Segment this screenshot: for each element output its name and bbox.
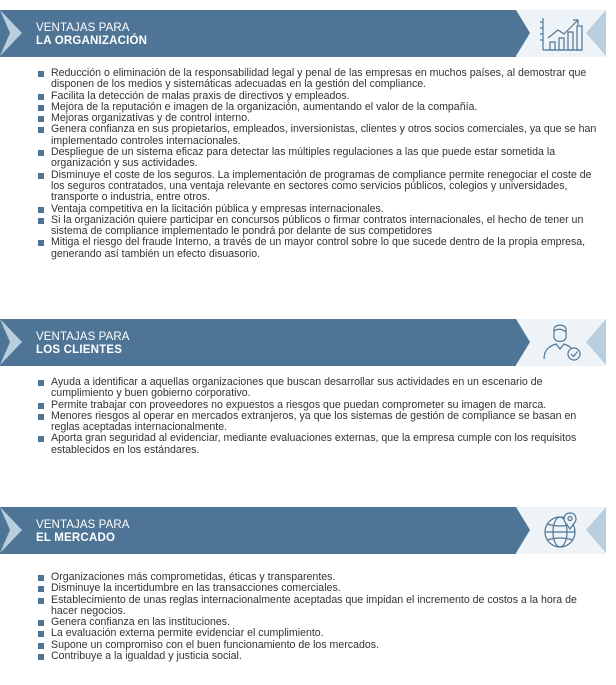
globe-pin-icon [540,510,586,550]
list-item: Organizaciones más comprometidas, éticas y transparentes. [38,572,606,583]
bullet-square-icon [38,403,44,409]
list-item: Despliegue de un sistema eficaz para detectar las múltiples regulaciones a las que puede estar sometida la organización y sus actividades. [38,147,606,170]
list-item: Permite trabajar con proveedores no expuestos a riesgos que puedan comprometer su imagen de marca. [38,400,606,411]
list-item: Disminuye el coste de los seguros. La implementación de programas de compliance permite renegociar el coste de los seguros contratados, una ventaja relevante en sectores como servicios públicos, colegios y universidades, transporte o industria, entre otros. [38,170,606,204]
benefit-list [38,572,606,662]
list-item: Genera confianza en las instituciones. [38,617,606,628]
section-banner [0,10,606,57]
list-item: Aporta gran seguridad al evidenciar, mediante evaluaciones externas, que la empresa cumple con los requisitos establecidos en los estándares. [38,433,606,456]
bullet-square-icon [38,414,44,420]
section-title [36,22,147,48]
section-title-line2: EL MERCADO [36,532,116,544]
list-item: Reducción o eliminación de la responsabilidad legal y penal de las empresas en muchos países, al demostrar que disponen de los medios y sistemáticas adecuadas en la gestión del compliance. [38,68,606,91]
benefit-list [38,377,606,456]
user-check-icon [540,323,586,361]
icon-box [516,10,606,57]
section-banner [0,507,606,554]
list-item: Genera confianza en sus propietarios, empleados, inversionistas, clientes y otros socios comerciales, ya que se han implementado controles internacionales. [38,124,606,147]
bullet-square-icon [38,575,44,581]
bullet-square-icon [38,598,44,604]
section-title-line1: VENTAJAS PARA [36,22,130,34]
list-item: Facilita la detección de malas praxis de directivos y empleados. [38,91,606,102]
icon-box [516,507,606,554]
benefit-list [38,68,606,260]
bullet-square-icon [38,127,44,133]
list-item: Ayuda a identificar a aquellas organizaciones que buscan desarrollar sus actividades en un escenario de cumplimiento y buen gobierno corporativo. [38,377,606,400]
bullet-square-icon [38,643,44,649]
bullet-square-icon [38,586,44,592]
bullet-square-icon [38,105,44,111]
bullet-square-icon [38,71,44,77]
bullet-square-icon [38,94,44,100]
bullet-square-icon [38,654,44,660]
list-item: Mejoras organizativas y de control interno. [38,113,606,124]
section-title-line1: VENTAJAS PARA [36,519,130,531]
section-title [36,331,130,357]
bullet-square-icon [38,436,44,442]
list-item: Menores riesgos al operar en mercados extranjeros, ya que los sistemas de gestión de compliance se basan en reglas aceptadas internacionalmente. [38,411,606,434]
bullet-square-icon [38,380,44,386]
bullet-square-icon [38,173,44,179]
bullet-square-icon [38,218,44,224]
bullet-square-icon [38,150,44,156]
section-title-line2: LA ORGANIZACIÓN [36,35,148,47]
list-item: Si la organización quiere participar en concursos públicos o firmar contratos internacionales, el hecho de tener un sistema de compliance implementado le pondrá por delante de sus competidores [38,215,606,238]
list-item: La evaluación externa permite evidenciar el cumplimiento. [38,628,606,639]
list-item: Establecimiento de unas reglas internacionalmente aceptadas que impidan el incremento de costos a la hora de hacer negocios. [38,595,606,618]
list-item: Contribuye a la igualdad y justicia social. [38,651,606,662]
section-title [36,519,130,545]
icon-box [516,319,606,366]
bullet-square-icon [38,240,44,246]
list-item: Supone un compromiso con el buen funcionamiento de los mercados. [38,640,606,651]
list-item: Mejora de la reputación e imagen de la organización, aumentando el valor de la compañía. [38,102,606,113]
list-item: Disminuye la incertidumbre en las transacciones comerciales. [38,583,606,594]
list-item: Ventaja competitiva en la licitación pública y empresas internacionales. [38,204,606,215]
bullet-square-icon [38,116,44,122]
section-banner [0,319,606,366]
bullet-square-icon [38,631,44,637]
section-title-line1: VENTAJAS PARA [36,331,130,343]
bullet-square-icon [38,620,44,626]
bar-chart-icon [540,16,586,52]
section-title-line2: LOS CLIENTES [36,344,123,356]
bullet-square-icon [38,207,44,213]
list-item: Mitiga el riesgo del fraude Interno, a través de un mayor control sobre lo que sucede dentro de la propia empresa, generando así también un efecto disuasorio. [38,237,606,260]
